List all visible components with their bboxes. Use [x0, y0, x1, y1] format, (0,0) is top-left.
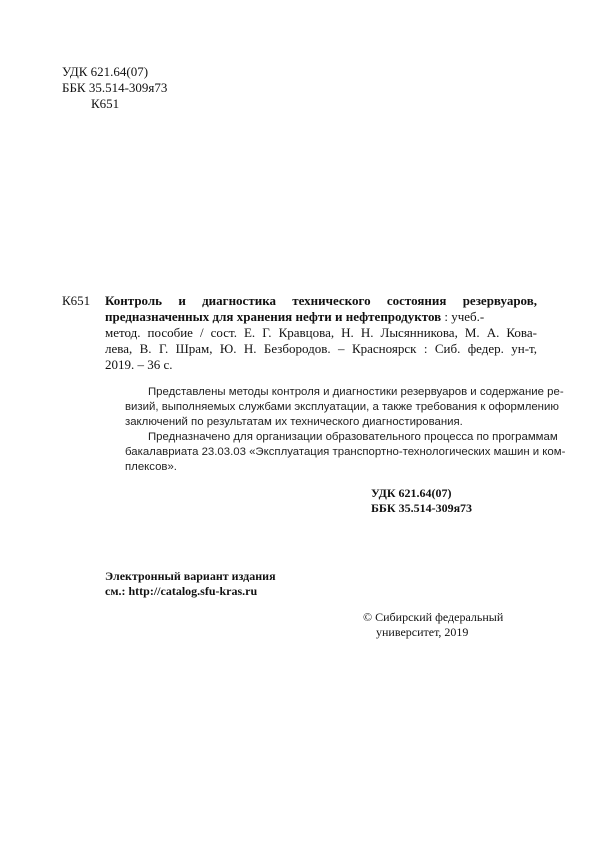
codes-bbk: ББК 35.514-309я73 [371, 501, 473, 515]
annotation-p2-line1: Предназначено для организации образовательного процесса по программам [148, 431, 558, 443]
entry-title-line2 [105, 309, 484, 325]
entry-line4: лева, В. Г. Шрам, Ю. Н. Безбородов. – Красноярск : Сиб. федер. ун-т, [105, 341, 537, 356]
entry-title-line1: Контроль и диагностика технического состояния резервуаров, [105, 293, 537, 308]
annotation-p1-line3: заключений по результатам их технического диагностирования. [125, 416, 463, 428]
entry-line3: метод. пособие / сост. Е. Г. Кравцова, Н. Н. Лысянникова, М. А. Кова- [105, 325, 537, 340]
entry-line5: 2019. – 36 с. [105, 357, 173, 372]
annotation-p1-line1: Представлены методы контроля и диагностики резервуаров и содержание ре- [148, 386, 564, 398]
udk-code: УДК 621.64(07) [62, 64, 149, 79]
codes-udk: УДК 621.64(07) [371, 486, 452, 500]
author-mark: К651 [91, 96, 120, 111]
bbk-code: ББК 35.514-309я73 [62, 80, 168, 95]
annotation-p2-line2: бакалавриата 23.03.03 «Эксплуатация транспортно-технологических машин и ком- [125, 446, 566, 458]
entry-title-bold: предназначенных для хранения нефти и нефтепродуктов [105, 309, 442, 324]
entry-title-rest: : учеб.- [441, 309, 485, 324]
entry-author-mark: К651 [62, 293, 91, 308]
electronic-label: Электронный вариант издания [105, 569, 276, 583]
annotation-p2-line3: плексов». [125, 461, 177, 473]
annotation-p1-line2: визий, выполняемых службами эксплуатации, а также требования к оформлению [125, 401, 559, 413]
copyright-line2: университет, 2019 [376, 625, 469, 639]
electronic-url[interactable]: см.: http://catalog.sfu-kras.ru [105, 584, 258, 598]
copyright-line1: © Сибирский федеральный [363, 610, 504, 624]
